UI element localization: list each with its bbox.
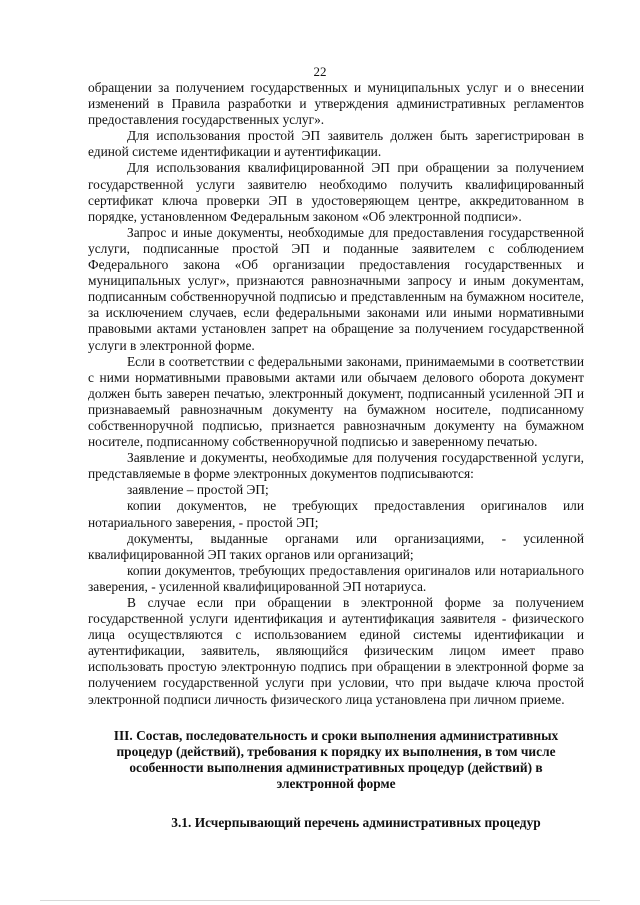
paragraph-signing-intro: Заявление и документы, необходимые для получения государственной услуги, представляемые в форме электронных документов подписываются: bbox=[88, 450, 584, 482]
section-heading: III. Состав, последовательность и сроки выполнения административных процедур (действий), требования к порядку их выполнения, в том числе особенности выполнения административных процедур (действий) в электронной форме bbox=[113, 727, 559, 791]
paragraph-simple-ep: Для использования простой ЭП заявитель должен быть зарегистрирован в единой системе идентификации и аутентификации. bbox=[88, 128, 584, 160]
list-item-copies-simple: копии документов, не требующих предоставления оригиналов или нотариального заверения, - простой ЭП; bbox=[88, 498, 584, 530]
paragraph-continuation: обращении за получением государственных и муниципальных услуг и о внесении изменений в Правила разработки и утверждения административных регламентов предоставления государственных услуг». bbox=[88, 80, 584, 128]
scan-edge-line bbox=[40, 900, 600, 901]
list-item-application: заявление – простой ЭП; bbox=[127, 482, 269, 498]
paragraph-identification: В случае если при обращении в электронной форме за получением государственной услуги идентификация и аутентификация заявителя - физического лица осуществляются с использованием единой системы идентификации и аутентификации, заявитель, являющийся физическим лицом имеет право использовать простую электронную подпись при обращении в электронной форме за получением государственной услуги при условии, что при выдаче ключа простой электронной подписи личность физического лица установлена при личном приеме. bbox=[88, 595, 584, 707]
page-number: 22 bbox=[313, 64, 327, 79]
paragraph-seal-requirement: Если в соответствии с федеральными законами, принимаемыми в соответствии с ними нормативными правовыми актами или обычаем делового оборота документ должен быть заверен печатью, электронный документ, подписанный усиленной ЭП и признаваемый равнозначным документу на бумажном носителе, подписанному собственноручной подписью, признается равнозначным документу на бумажном носителе, подписанному собственноручной подписью и заверенному печатью. bbox=[88, 353, 584, 450]
section-subheading: 3.1. Исчерпывающий перечень административных процедур bbox=[171, 815, 541, 831]
paragraph-request-documents: Запрос и иные документы, необходимые для предоставления государственной услуги, подписанные простой ЭП и поданные заявителем с соблюдением Федерального закона «Об организации предоставления государственных и муниципальных услуг», признаются равнозначными запросу и иным документам, подписанным собственноручной подписью и представленным на бумажном носителе, за исключением случаев, если федеральными законами или иными нормативными правовыми актами установлен запрет на обращение за получением государственной услуги в электронной форме. bbox=[88, 224, 584, 353]
document-body bbox=[88, 80, 584, 831]
paragraph-qualified-ep: Для использования квалифицированной ЭП при обращении за получением государственной услуги заявителю необходимо получить квалифицированный сертификат ключа проверки ЭП в удостоверяющем центре, аккредитованном в порядке, установленном Федеральным законом «Об электронной подписи». bbox=[88, 160, 584, 224]
list-item-copies-notary: копии документов, требующих предоставления оригиналов или нотариального заверения, - усиленной квалифицированной ЭП нотариуса. bbox=[88, 562, 584, 594]
list-item-issued-documents: документы, выданные органами или организациями, - усиленной квалифицированной ЭП таких органов или организаций; bbox=[88, 530, 584, 562]
